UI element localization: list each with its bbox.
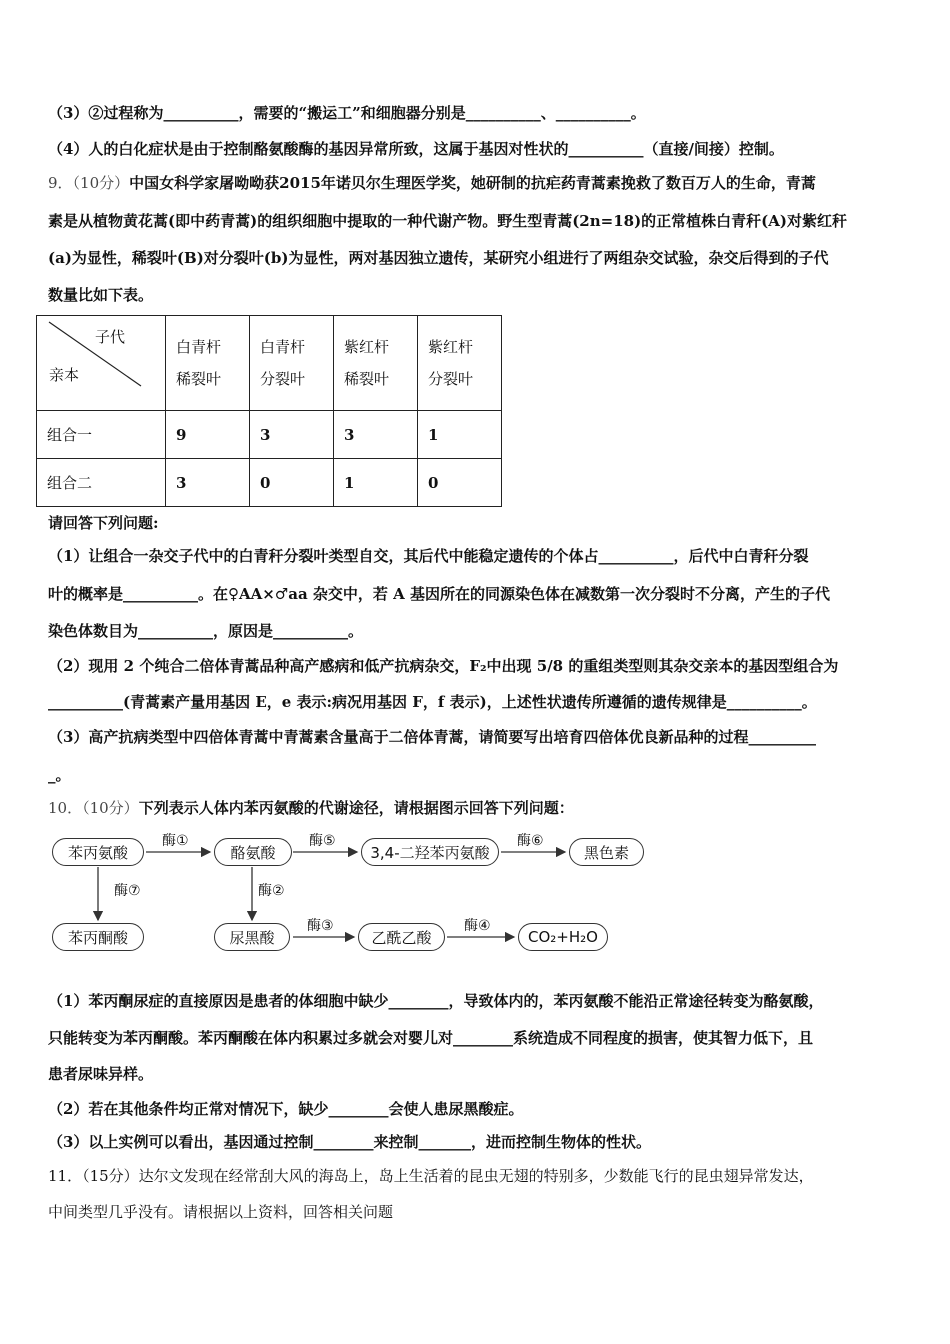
node-melanin: 黑色素 — [569, 838, 644, 866]
corner-offspring-label: 子代 — [95, 328, 126, 346]
q11-stem-1: 11．（15分）达尔文发现在经常刮大风的海岛上，岛上生活着的昆虫无翅的特别多，少数能飞行的昆虫翅异常发达， — [48, 1167, 814, 1185]
node-dopa: 3,4-二羟苯丙氨酸 — [361, 838, 499, 866]
q9-prompt: 请回答下列问题: — [48, 514, 159, 532]
q9-subq1-c: 染色体数目为__________，原因是__________。 — [48, 622, 364, 640]
table-cell: 1 — [418, 411, 502, 459]
q10-subq3: （3）以上实例可以看出，基因通过控制________来控制_______，进而控制生物体的性状。 — [48, 1133, 651, 1151]
q9-subq1-a: （1）让组合一杂交子代中的白青秆分裂叶类型自交，其后代中能稳定遗传的个体占__________，后代中白青秆分裂 — [48, 547, 809, 565]
table-cell: 0 — [250, 459, 334, 507]
enzyme-5-label: 酶⑤ — [309, 833, 336, 849]
q10-number: 10．（10分） — [48, 799, 139, 817]
q9-stem-2: 素是从植物黄花蒿(即中药青蒿)的组织细胞中提取的一种代谢产物。野生型青蒿(2n=18)的正常植株白青秆(A)对紫红秆 — [48, 212, 848, 230]
q10-subq1-a: （1）苯丙酮尿症的直接原因是患者的体细胞中缺少________，导致体内的，苯丙氨酸不能沿正常途径转变为酪氨酸， — [48, 992, 824, 1010]
q9-subq3-a: （3）高产抗病类型中四倍体青蒿中青蒿素含量高于二倍体青蒿，请简要写出培育四倍体优良新品种的过程_________ — [48, 728, 816, 746]
node-tyrosine: 酪氨酸 — [214, 838, 292, 866]
q9-number: 9．（10分） — [48, 174, 130, 192]
enzyme-6-label: 酶⑥ — [517, 833, 544, 849]
node-acetoacetate: 乙酰乙酸 — [358, 923, 445, 951]
q9-subq2-a: （2）现用 2 个纯合二倍体青蒿品种高产感病和低产抗病杂交，F₂中出现 5/8 的重组类型则其杂交亲本的基因型组合为 — [48, 657, 839, 675]
enzyme-1-label: 酶① — [162, 833, 189, 849]
node-phenylpyruvate: 苯丙酮酸 — [52, 923, 144, 951]
enzyme-7-label: 酶⑦ — [114, 883, 141, 899]
q10-subq2: （2）若在其他条件均正常对情况下，缺少________会使人患尿黑酸症。 — [48, 1100, 524, 1118]
row-label: 组合一 — [37, 411, 166, 459]
row-label: 组合二 — [37, 459, 166, 507]
table-cell: 1 — [334, 459, 418, 507]
corner-parent-label: 亲本 — [49, 366, 80, 384]
table-cell: 9 — [166, 411, 250, 459]
q10-subq1-c: 患者尿味异样。 — [48, 1065, 154, 1083]
enzyme-3-label: 酶③ — [307, 918, 334, 934]
q9-subq2-b: __________(青蒿素产量用基因 E，e 表示:病况用基因 F，f 表示)，上述性状遗传所遵循的遗传规律是__________。 — [48, 693, 817, 711]
q10-subq1-b: 只能转变为苯丙酮酸。苯丙酮酸在体内积累过多就会对婴儿对________系统造成不同程度的损害，使其智力低下，且 — [48, 1029, 814, 1047]
table-header: 紫红杆 稀裂叶 — [334, 316, 418, 411]
q8-subq4: （4）人的白化症状是由于控制酪氨酸酶的基因异常所致，这属于基因对性状的__________（直接/间接）控制。 — [48, 140, 784, 158]
table-header: 紫红杆 分裂叶 — [418, 316, 502, 411]
q9-subq3-b: _。 — [48, 766, 71, 784]
q8-subq3: （3）②过程称为__________，需要的“搬运工”和细胞器分别是__________、__________。 — [48, 104, 646, 122]
q9-stem-1: 中国女科学家屠呦呦获2015年诺贝尔生理医学奖，她研制的抗疟药青蒿素挽救了数百万人的生命，青蒿 — [129, 174, 816, 192]
q10-stem: 10．（10分）下列表示人体内苯丙氨酸的代谢途径，请根据图示回答下列问题： — [48, 799, 574, 817]
table-cell: 3 — [250, 411, 334, 459]
q9-stem-3: (a)为显性，稀裂叶(B)对分裂叶(b)为显性，两对基因独立遗传，某研究小组进行了两组杂交试验，杂交后得到的子代 — [48, 249, 829, 267]
node-phenylalanine: 苯丙氨酸 — [52, 838, 144, 866]
enzyme-4-label: 酶④ — [464, 918, 491, 934]
enzyme-2-label: 酶② — [258, 883, 285, 899]
q9-stem-4: 数量比如下表。 — [48, 286, 154, 304]
q9-subq1-b: 叶的概率是__________。在♀AA×♂aa 杂交中，若 A 基因所在的同源染色体在减数第一次分裂时不分离，产生的子代 — [48, 585, 831, 603]
table-cell: 3 — [166, 459, 250, 507]
table-header: 白青杆 稀裂叶 — [166, 316, 250, 411]
node-co2-h2o: CO₂+H₂O — [518, 923, 608, 951]
node-homogentisate: 尿黑酸 — [214, 923, 290, 951]
q11-stem-2: 中间类型几乎没有。请根据以上资料，回答相关问题 — [48, 1203, 394, 1221]
table-cell: 0 — [418, 459, 502, 507]
table-cell: 3 — [334, 411, 418, 459]
table-header: 白青杆 分裂叶 — [250, 316, 334, 411]
